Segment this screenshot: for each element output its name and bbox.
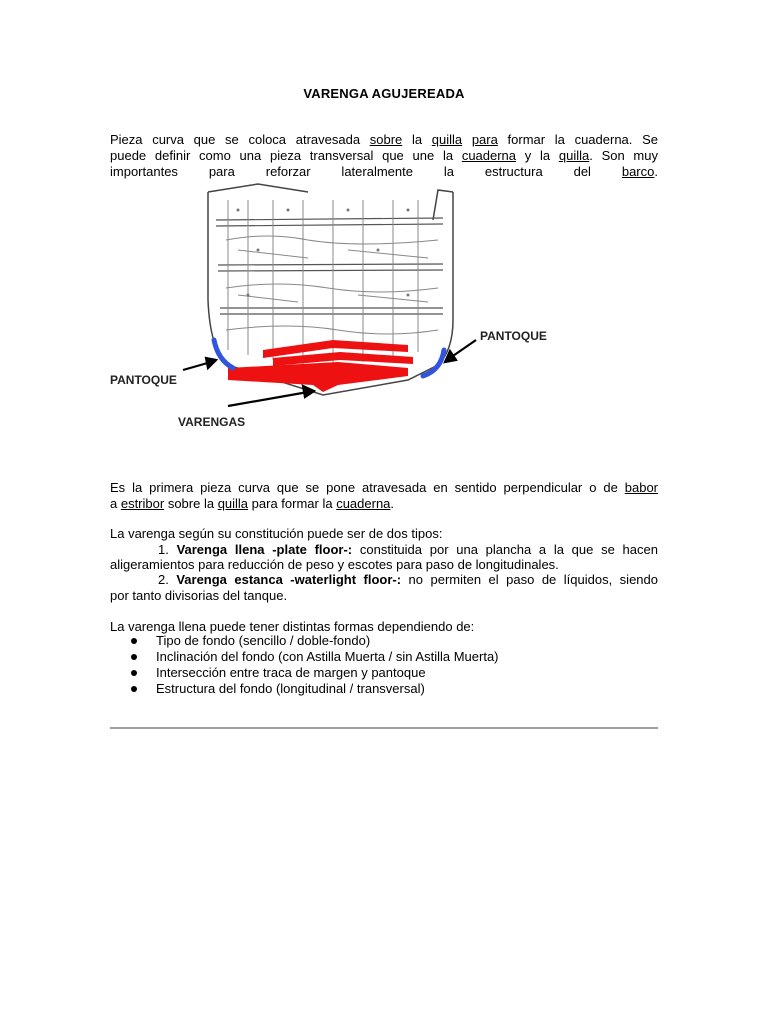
intro-text: y la: [516, 148, 559, 163]
label-pantoque-right: PANTOQUE: [480, 329, 547, 343]
label-varengas: VARENGAS: [178, 415, 246, 429]
type-item-text: constituida por una plancha a la que se hacen: [352, 542, 658, 557]
list-item: [130, 665, 658, 681]
list-item: [130, 681, 658, 697]
link-cuaderna[interactable]: cuaderna: [461, 148, 517, 163]
type-item-1-cont: aligeramientos para reducción de peso y escotes para paso de longitudinales.: [110, 557, 559, 572]
bullet-icon: [131, 638, 137, 644]
intro-line-1: [110, 132, 658, 148]
intro-text: importantes para reforzar lateralmente la estructura del: [110, 164, 622, 179]
link-barco[interactable]: barco: [621, 164, 655, 179]
type-item-1: [110, 542, 658, 558]
para2-text: sobre la: [164, 496, 218, 511]
bullet-icon: [131, 686, 137, 692]
intro-text: formar la cuaderna. Se: [497, 132, 658, 147]
label-pantoque-left: PANTOQUE: [110, 373, 177, 387]
intro-text: [462, 132, 472, 147]
link-quilla[interactable]: quilla: [431, 132, 463, 147]
list-item: [130, 649, 658, 665]
type-item-title: Varenga estanca -waterlight floor-:: [176, 572, 402, 587]
para2-line-1: [110, 480, 658, 496]
para2-text: Es la primera pieza curva que se pone atravesada en sentido perpendicular o de: [110, 480, 625, 495]
para2-text: a: [110, 496, 121, 511]
link-para[interactable]: para: [471, 132, 498, 147]
link-cuaderna[interactable]: cuaderna: [336, 496, 391, 511]
para2-text: para formar la: [248, 496, 337, 511]
para3-intro: La varenga según su constitución puede ser de dos tipos:: [110, 526, 443, 541]
intro-text: puede definir como una pieza transversal que une la: [110, 148, 462, 163]
type-item-2-cont: por tanto divisorias del tanque.: [110, 588, 288, 603]
link-quilla[interactable]: quilla: [217, 496, 249, 511]
intro-line-2: [110, 148, 658, 164]
link-babor[interactable]: babor: [624, 480, 658, 495]
page-title: VARENGA AGUJEREADA: [303, 86, 465, 101]
para2-text: .: [390, 496, 395, 511]
link-quilla[interactable]: quilla: [558, 148, 590, 163]
list-item-text: Tipo de fondo (sencillo / doble-fondo): [156, 633, 371, 648]
link-estribor[interactable]: estribor: [120, 496, 165, 511]
intro-text: Pieza curva que se coloca atravesada: [110, 132, 370, 147]
list-item: [130, 633, 658, 649]
para2-line-2: [110, 496, 658, 512]
list-item-text: Inclinación del fondo (con Astilla Muerta / sin Astilla Muerta): [156, 649, 499, 664]
link-sobre[interactable]: sobre: [369, 132, 403, 147]
ship-section-drawing: [108, 180, 578, 440]
type-item-number: 2.: [158, 572, 177, 587]
intro-line-3: [110, 164, 658, 180]
list-item-text: Estructura del fondo (longitudinal / transversal): [156, 681, 425, 696]
type-item-number: 1.: [158, 542, 177, 557]
list-item-text: Intersección entre traca de margen y pantoque: [156, 665, 426, 680]
type-item-2: [110, 572, 658, 588]
type-item-title: Varenga llena -plate floor-:: [176, 542, 353, 557]
para4-intro: La varenga llena puede tener distintas formas dependiendo de:: [110, 619, 475, 634]
intro-text: .: [654, 164, 658, 179]
horizontal-rule: [110, 727, 658, 729]
intro-text: la: [402, 132, 432, 147]
bullet-icon: [131, 670, 137, 676]
shape-bullet-list: [130, 633, 658, 697]
arrow-varengas: [228, 392, 308, 406]
type-item-text: no permiten el paso de líquidos, siendo: [401, 572, 658, 587]
arrow-head: [206, 358, 216, 368]
bullet-icon: [131, 654, 137, 660]
arrow-head: [303, 386, 314, 397]
ship-section-figure: [108, 180, 578, 440]
intro-text: . Son muy: [589, 148, 658, 163]
